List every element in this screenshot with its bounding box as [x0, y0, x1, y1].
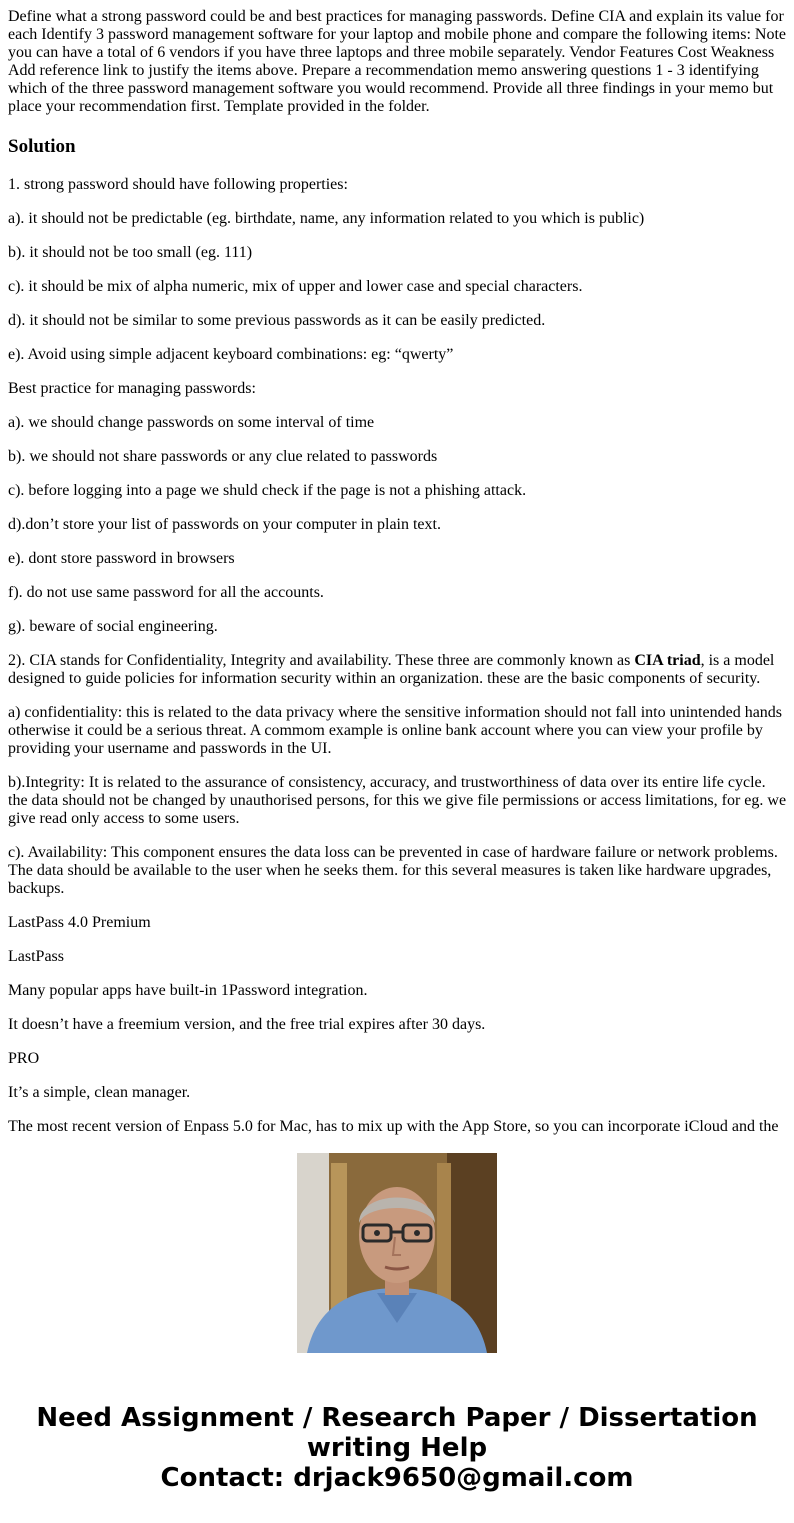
paragraph: a) confidentiality: this is related to the data privacy where the sensitive information should not fall into unintended hands otherwise it could be a serious threat. A commom example is online bank account where you can view your profile by providing your username and passwords in the UI. — [8, 704, 783, 757]
paragraph: b). we should not share passwords or any clue related to passwords — [8, 448, 438, 465]
paragraph: c). it should be mix of alpha numeric, mix of upper and lower case and special characters. — [8, 278, 583, 295]
paragraph: e). dont store password in browsers — [8, 550, 235, 567]
paragraph: g). beware of social engineering. — [8, 618, 218, 635]
paragraph: PRO — [8, 1050, 40, 1067]
paragraph: e). Avoid using simple adjacent keyboard combinations: eg: “qwerty” — [8, 346, 454, 363]
cia-triad-term: CIA triad — [634, 652, 701, 669]
person-photo-icon — [297, 1153, 497, 1353]
cta-line-2: writing Help — [306, 1433, 488, 1463]
solution-document — [8, 8, 788, 1135]
cia-paragraph — [8, 652, 788, 688]
avatar — [297, 1153, 497, 1353]
paragraph: c). Availability: This component ensures the data loss can be prevented in case of hardware failure or network problems. The data should be available to the user when he seeks them. for this several measures is taken like hardware upgrades, backups. — [8, 844, 778, 897]
paragraph: It’s a simple, clean manager. — [8, 1084, 191, 1101]
paragraph: f). do not use same password for all the accounts. — [8, 584, 324, 601]
paragraph: Many popular apps have built-in 1Password integration. — [8, 982, 368, 999]
paragraph-cut-off: The most recent version of Enpass 5.0 for Mac, has to mix up with the App Store, so you can incorporate iCloud and the — [8, 1118, 779, 1135]
cta-contact-email: Contact: drjack9650@gmail.com — [160, 1463, 634, 1493]
cia-text-after: , is a model designed to guide policies for information security within an organization. these are the basic components of security. — [8, 652, 775, 687]
paragraph: LastPass 4.0 Premium — [8, 914, 151, 931]
cia-text-before: 2). CIA stands for Confidentiality, Integrity and availability. These three are commonly known as — [8, 652, 635, 669]
paragraph: Best practice for managing passwords: — [8, 380, 256, 397]
question-text: Define what a strong password could be and best practices for managing passwords. Define CIA and explain its value for each Identify 3 password management software for your laptop and mobile phone and compare the following items: Note you can have a total of 6 vendors if you have three laptops and three mobile separately. Vendor Features Cost Weakness Add reference link to justify the items above. Prepare a recommendation memo answering questions 1 - 3 identifying which of the three password management software you would recommend. Provide all three findings in your memo but place your recommendation first. Template provided in the folder. — [8, 8, 786, 115]
call-to-action — [0, 1403, 794, 1493]
paragraph: b). it should not be too small (eg. 111) — [8, 244, 253, 261]
cta-line-1: Need Assignment / Research Paper / Dissertation — [36, 1403, 758, 1433]
paragraph: d).don’t store your list of passwords on your computer in plain text. — [8, 516, 441, 533]
paragraph: b).Integrity: It is related to the assurance of consistency, accuracy, and trustworthiness of data over its entire life cycle. the data should not be changed by unauthorised persons, for this we give file permissions or access limitations, for eg. we give read only access to some users. — [8, 774, 787, 827]
paragraph: d). it should not be similar to some previous passwords as it can be easily predicted. — [8, 312, 546, 329]
paragraph: c). before logging into a page we shuld check if the page is not a phishing attack. — [8, 482, 527, 499]
solution-heading: Solution — [8, 136, 76, 157]
paragraph: a). we should change passwords on some interval of time — [8, 414, 375, 431]
paragraph: a). it should not be predictable (eg. birthdate, name, any information related to you which is public) — [8, 210, 645, 227]
paragraph: LastPass — [8, 948, 64, 965]
paragraph: 1. strong password should have following properties: — [8, 176, 348, 193]
paragraph: It doesn’t have a freemium version, and the free trial expires after 30 days. — [8, 1016, 486, 1033]
